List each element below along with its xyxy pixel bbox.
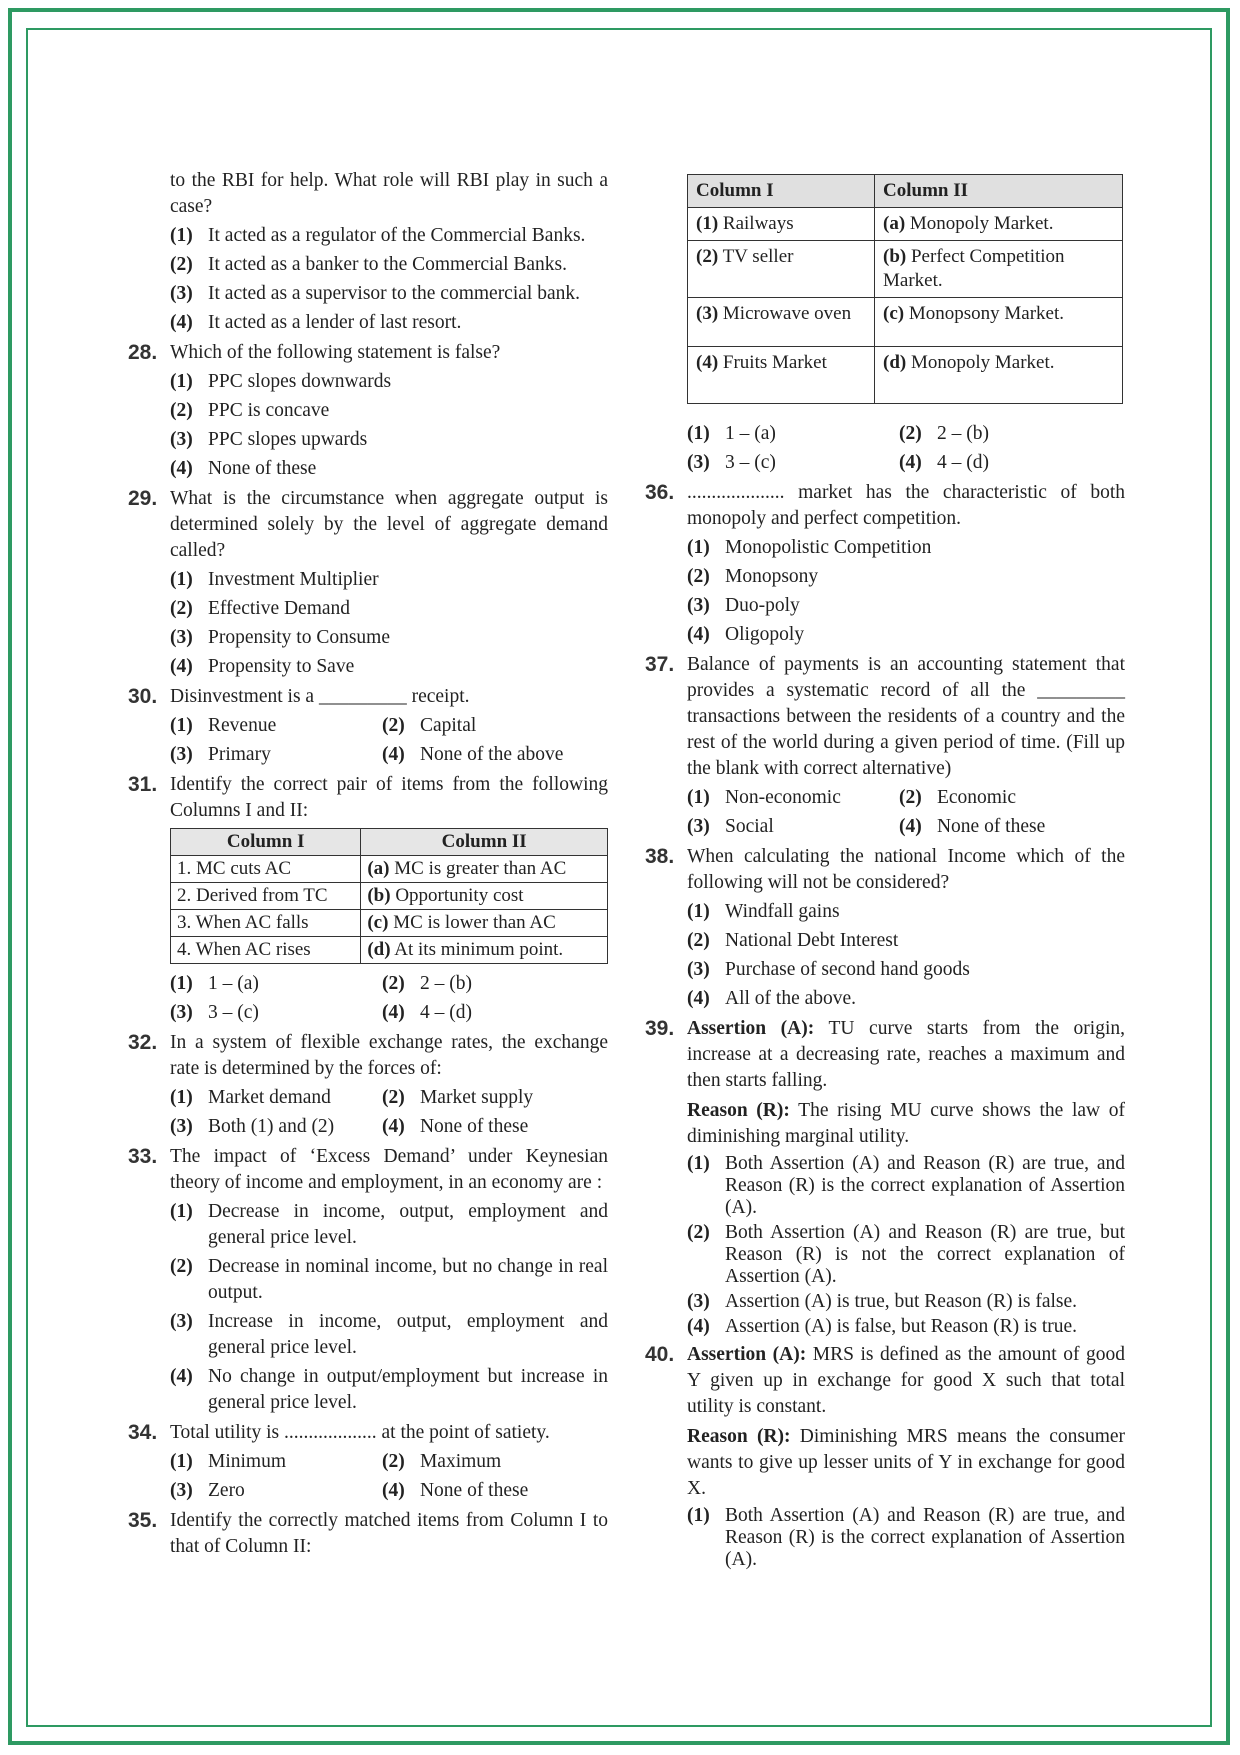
match-table: [170, 828, 608, 964]
question-text: What is the circumstance when aggregate output is determined solely by the level of aggregate demand called?: [170, 488, 608, 561]
option: (4) Propensity to Save: [170, 656, 355, 677]
question-number: 28.: [128, 341, 158, 364]
table-row: (4) Fruits Market (d) Monopoly Market.: [688, 347, 1123, 404]
table-row: (3) Microwave oven (c) Monopsony Market.: [688, 298, 1123, 347]
question-33: [128, 1144, 608, 1196]
table-row: 3. When AC falls (c) MC is lower than AC: [171, 910, 608, 937]
question-text: In a system of flexible exchange rates, the exchange rate is determined by the forces of:: [170, 1032, 608, 1079]
question-32: [128, 1030, 608, 1082]
question-number: 40.: [645, 1343, 675, 1366]
table-header: Column I: [688, 175, 875, 208]
option-row: [687, 421, 1125, 447]
option: (2) National Debt Interest: [687, 930, 899, 951]
option: (3) 3 – (c): [170, 1002, 259, 1023]
option: (2) 2 – (b): [898, 423, 989, 444]
option-row: [170, 1478, 608, 1504]
option: (2) Decrease in nominal income, but no change in real output.: [170, 1256, 608, 1303]
option-row: [170, 1085, 608, 1111]
option: (4) It acted as a lender of last resort.: [170, 312, 462, 333]
option: (3) Purchase of second hand goods: [687, 959, 970, 980]
option: (4) None of these: [381, 1480, 529, 1501]
table-row: 1. MC cuts AC (a) MC is greater than AC: [171, 856, 608, 883]
question-text: Balance of payments is an accounting statement that provides a systematic record of all the _________ transactions between the residents of a country and the rest of the world during a given period of time. (Fill up the blank with correct alternative): [687, 654, 1125, 779]
table-row: 4. When AC rises (d) At its minimum point.: [171, 937, 608, 964]
question-36: [645, 480, 1125, 532]
option: (1) Market demand: [170, 1087, 331, 1108]
question-37: [645, 652, 1125, 782]
option: (4) No change in output/employment but increase in general price level.: [170, 1366, 608, 1413]
table-row: (1) Railways (a) Monopoly Market.: [688, 208, 1123, 241]
option: (2) It acted as a banker to the Commercial Banks.: [170, 254, 567, 275]
option: (1) Both Assertion (A) and Reason (R) are true, and Reason (R) is the correct explanation of Assertion (A).: [687, 1505, 1125, 1570]
option: (3) Social: [687, 816, 774, 837]
option: (4) 4 – (d): [381, 1002, 472, 1023]
question-number: 34.: [128, 1421, 158, 1444]
option: (1) Minimum: [170, 1451, 287, 1472]
table-header: Column II: [361, 829, 608, 856]
option-row: [170, 713, 608, 739]
option: (4) Oligopoly: [687, 624, 805, 645]
question-34: [128, 1420, 608, 1446]
question-number: 29.: [128, 487, 158, 510]
option: (2) Monopsony: [687, 566, 819, 587]
question-text: .................... market has the characteristic of both monopoly and perfect competition.: [687, 482, 1125, 529]
option: (4) 4 – (d): [898, 452, 989, 473]
option: (2) Both Assertion (A) and Reason (R) are true, but Reason (R) is not the correct explanation of Assertion (A).: [687, 1222, 1125, 1287]
option: (4) None of these: [381, 1116, 529, 1137]
table-header: Column I: [171, 829, 361, 856]
question-text: Identify the correct pair of items from the following Columns I and II:: [170, 774, 608, 821]
option: (1) PPC slopes downwards: [170, 371, 392, 392]
question-number: 38.: [645, 845, 675, 868]
match-table: [687, 174, 1123, 404]
question-text: When calculating the national Income which of the following will not be considered?: [687, 846, 1125, 893]
option: (3) Primary: [170, 744, 271, 765]
option-row: [170, 1000, 608, 1026]
option: (4) Assertion (A) is false, but Reason (R) is true.: [687, 1316, 1078, 1337]
option-row: [687, 450, 1125, 476]
option: (1) Monopolistic Competition: [687, 537, 932, 558]
option: (3) Increase in income, output, employment and general price level.: [170, 1311, 608, 1358]
question-35: [128, 1508, 608, 1560]
option: (1) Non-economic: [687, 787, 841, 808]
option: (3) PPC slopes upwards: [170, 429, 368, 450]
question-30: [128, 684, 608, 710]
option: (1) 1 – (a): [687, 423, 776, 444]
option: (1) 1 – (a): [170, 973, 259, 994]
left-column: [128, 168, 608, 1560]
question-text: Disinvestment is a _________ receipt.: [170, 686, 470, 707]
table-header: Column II: [875, 175, 1123, 208]
question-number: 33.: [128, 1145, 158, 1168]
option-row: [170, 742, 608, 768]
option: (2) Economic: [898, 787, 1017, 808]
option: (1) Investment Multiplier: [170, 569, 379, 590]
option: (4) None of the above: [381, 744, 564, 765]
question-39: [645, 1016, 1125, 1150]
option: (1) Decrease in income, output, employment and general price level.: [170, 1201, 608, 1248]
option: (3) It acted as a supervisor to the commercial bank.: [170, 283, 580, 304]
question-40: [645, 1342, 1125, 1502]
option: (1) Revenue: [170, 715, 277, 736]
option-row: [170, 971, 608, 997]
option-row: [687, 785, 1125, 811]
option: (3) Propensity to Consume: [170, 627, 391, 648]
option: (2) 2 – (b): [381, 973, 472, 994]
option: (4) None of these: [898, 816, 1046, 837]
option: (2) Market supply: [381, 1087, 534, 1108]
option: (1) Windfall gains: [687, 901, 840, 922]
option: (2) Maximum: [381, 1451, 502, 1472]
option: (1) It acted as a regulator of the Commercial Banks.: [170, 225, 586, 246]
question-text: Identify the correctly matched items from Column I to that of Column II:: [170, 1510, 608, 1557]
question-38: [645, 844, 1125, 896]
question-28: [128, 340, 608, 366]
assertion-text: Assertion (A): TU curve starts from the origin, increase at a decreasing rate, reaches a maximum and then starts falling.: [687, 1018, 1126, 1091]
reason-text: Reason (R): The rising MU curve shows the law of diminishing marginal utility.: [687, 1100, 1125, 1147]
question-29: [128, 486, 608, 564]
assertion-text: Assertion (A): MRS is defined as the amount of good Y given up in exchange for good X such that total utility is constant.: [687, 1344, 1126, 1417]
question-number: 35.: [128, 1509, 158, 1532]
option: (4) None of these: [170, 458, 317, 479]
option: (2) Capital: [381, 715, 477, 736]
option: (3) Zero: [170, 1480, 245, 1501]
question-number: 31.: [128, 773, 158, 796]
option: (1) Both Assertion (A) and Reason (R) are true, and Reason (R) is the correct explanation of Assertion (A).: [687, 1153, 1125, 1218]
option: (3) Both (1) and (2): [170, 1116, 335, 1137]
question-number: 30.: [128, 685, 158, 708]
option-row: [170, 1449, 608, 1475]
option-row: [687, 814, 1125, 840]
table-row: (2) TV seller (b) Perfect Competition Market.: [688, 241, 1123, 298]
reason-text: Reason (R): Diminishing MRS means the consumer wants to give up lesser units of Y in exchange for good X.: [687, 1426, 1126, 1499]
table-row: 2. Derived from TC (b) Opportunity cost: [171, 883, 608, 910]
option: (4) All of the above.: [687, 988, 857, 1009]
question-number: 36.: [645, 481, 675, 504]
question-number: 39.: [645, 1017, 675, 1040]
question-text: Which of the following statement is false?: [170, 342, 501, 363]
question-27-continued: [128, 168, 608, 220]
option: (3) Assertion (A) is true, but Reason (R) is false.: [687, 1291, 1078, 1312]
option: (3) 3 – (c): [687, 452, 776, 473]
question-31: [128, 772, 608, 824]
option-row: [170, 1114, 608, 1140]
question-text: The impact of ‘Excess Demand’ under Keynesian theory of income and employment, in an economy are :: [170, 1146, 608, 1193]
option: (2) PPC is concave: [170, 400, 330, 421]
question-number: 32.: [128, 1031, 158, 1054]
right-column: [645, 174, 1125, 1571]
question-number: 37.: [645, 653, 675, 676]
question-text: to the RBI for help. What role will RBI play in such a case?: [170, 170, 608, 217]
option: (2) Effective Demand: [170, 598, 351, 619]
option: (3) Duo-poly: [687, 595, 800, 616]
question-text: Total utility is ................... at the point of satiety.: [170, 1422, 550, 1443]
